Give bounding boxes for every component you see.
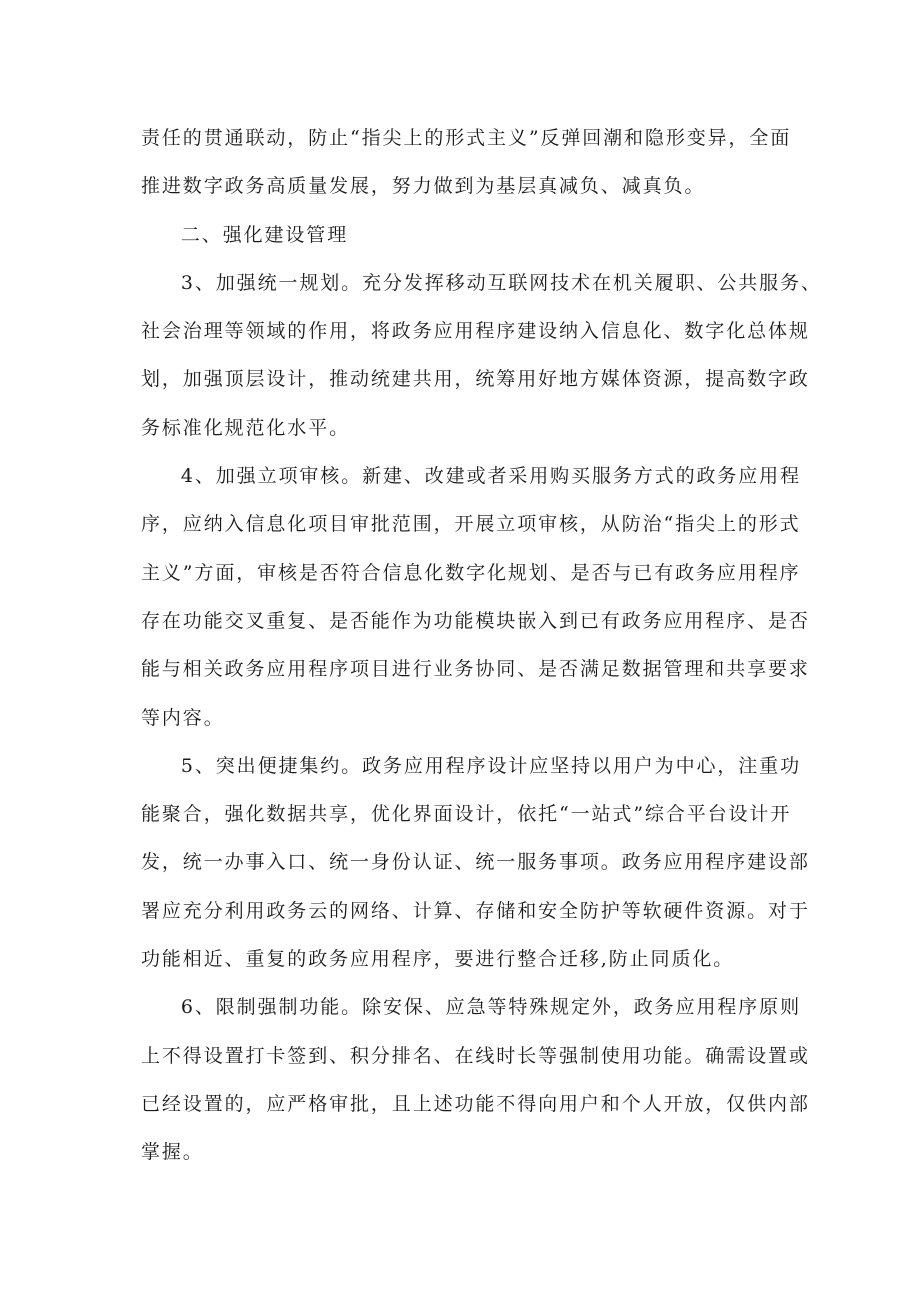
paragraph-item-3 (141, 259, 822, 452)
text-line: 上不得设置打卡签到、积分排名、在线时长等强制使用功能。确需设置或 (141, 1044, 810, 1067)
text-line: 社会治理等领域的作用，将政务应用程序建设纳入信息化、数字化总体规 (141, 320, 810, 343)
paragraph-continuation (141, 114, 803, 211)
text-line: 存在功能交叉重复、是否能作为功能模块嵌入到已有政务应用程序、是否 (141, 609, 810, 632)
text-line: 4、加强立项审核。新建、改建或者采用购买服务方式的政务应用程 (180, 465, 801, 488)
text-line: 已经设置的，应严格审批，且上述功能不得向用户和个人开放，仅供内部 (141, 1092, 810, 1115)
text-line: 主义”方面，审核是否符合信息化数字化规划、是否与已有政务应用程序 (141, 561, 801, 584)
text-line: 6、限制强制功能。除安保、应急等特殊规定外，政务应用程序原则 (180, 996, 801, 1019)
document-body (141, 114, 822, 1177)
paragraph-item-6 (141, 983, 810, 1176)
text-line: 署应充分利用政务云的网络、计算、存储和安全防护等软硬件资源。对于 (141, 899, 810, 922)
text-line: 划，加强顶层设计，推动统建共用，统筹用好地方媒体资源，提高数字政 (141, 368, 810, 391)
text-line: 5、突出便捷集约。政务应用程序设计应坚持以用户为中心，注重功 (180, 754, 801, 777)
text-line: 务标准化规范化水平。 (141, 416, 351, 439)
text-line: 能与相关政务应用程序项目进行业务协同、是否满足数据管理和共享要求 (141, 658, 810, 681)
paragraph-item-5 (141, 742, 810, 983)
text-line: 序，应纳入信息化项目审批范围，开展立项审核，从防治“指尖上的形式 (141, 513, 801, 536)
text-line: 3、加强统一规划。充分发挥移动互联网技术在机关履职、公共服务、 (180, 271, 822, 294)
text-line: 责任的贯通联动，防止“指尖上的形式主义”反弹回潮和隐形变异，全面 (141, 127, 792, 149)
text-line: 功能相近、重复的政务应用程序，要进行整合迁移,防止同质化。 (141, 948, 735, 971)
paragraph-item-4 (141, 452, 810, 742)
text-line: 掌握。 (141, 1141, 204, 1164)
text-line: 发，统一办事入口、统一身份认证、统一服务事项。政务应用程序建设部 (141, 851, 810, 874)
text-line: 等内容。 (141, 706, 225, 729)
section-heading-text: 二、强化建设管理 (180, 223, 349, 246)
section-heading (141, 211, 803, 259)
text-line: 能聚合，强化数据共享，优化界面设计，依托“一站式”综合平台设计开 (141, 803, 792, 826)
text-line: 推进数字政务高质量发展，努力做到为基层真减负、减真负。 (141, 175, 706, 198)
